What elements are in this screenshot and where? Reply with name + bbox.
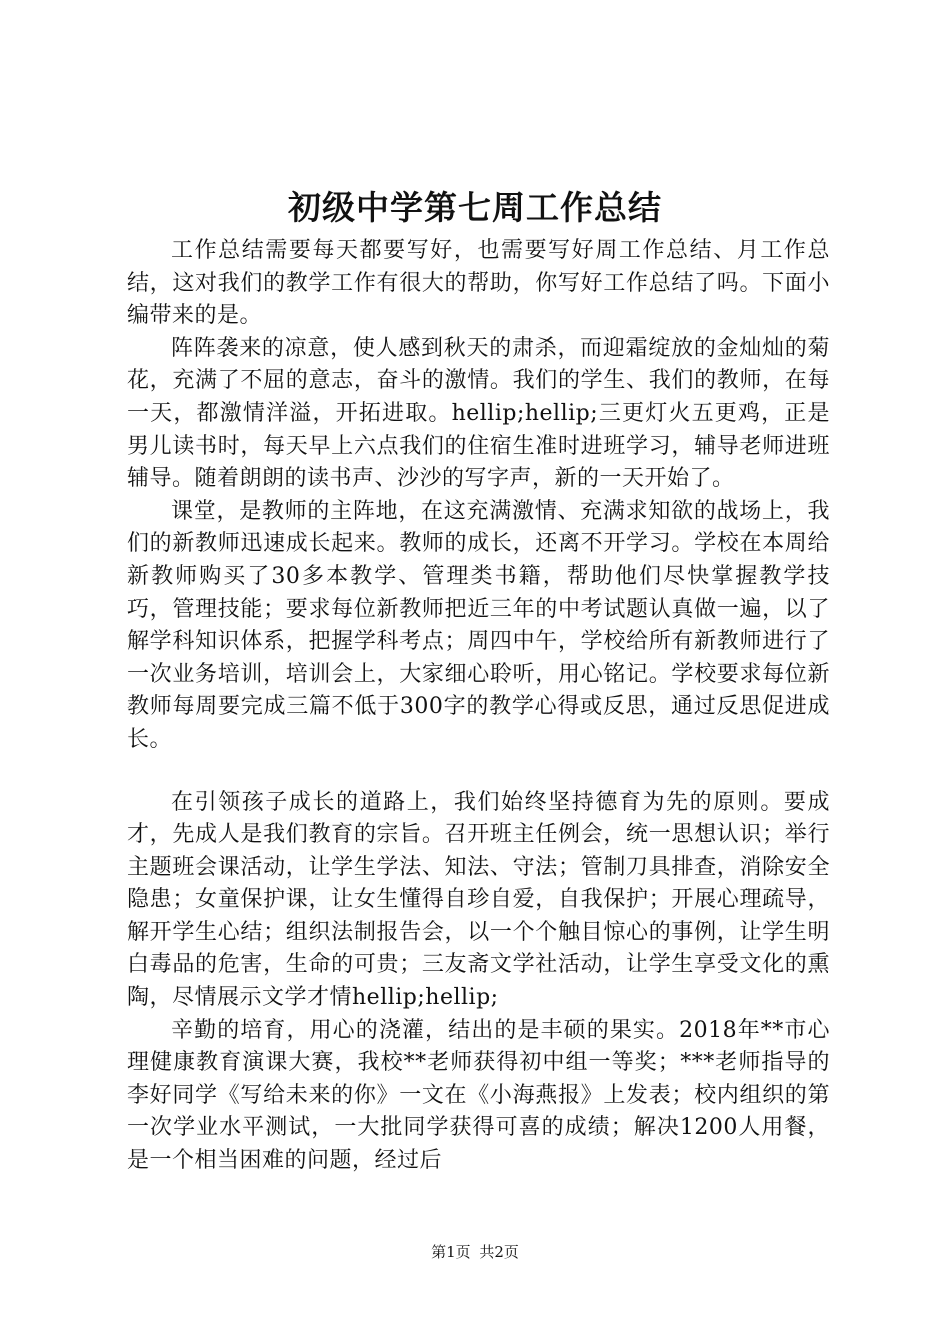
page-number-total: 共2页	[479, 1243, 519, 1261]
document-body	[127, 235, 830, 1178]
document-title: 初级中学第七周工作总结	[288, 188, 662, 227]
page-footer	[0, 1240, 950, 1264]
paragraph-intro: 工作总结需要每天都要写好，也需要写好周工作总结、月工作总结，这对我们的教学工作有很大的帮助，你写好工作总结了吗。下面小编带来的是。	[127, 238, 830, 329]
page-number-current: 第1页	[431, 1243, 471, 1261]
paragraph-autumn: 阵阵袭来的凉意，使人感到秋天的肃杀，而迎霜绽放的金灿灿的菊花，充满了不屈的意志，奋斗的激情。我们的学生、我们的教师，在每一天，都激情洋溢，开拓进取。hellip;hellip;三更灯火五更鸡，正是男儿读书时，每天早上六点我们的住宿生准时进班学习，辅导老师进班辅导。随着朗朗的读书声、沙沙的写字声，新的一天开始了。	[127, 335, 830, 492]
paragraph-classroom: 课堂，是教师的主阵地，在这充满激情、充满求知欲的战场上，我们的新教师迅速成长起来。教师的成长，还离不开学习。学校在本周给新教师购买了30多本教学、管理类书籍，帮助他们尽快掌握教学技巧，管理技能；要求每位新教师把近三年的中考试题认真做一遍，以了解学科知识体系，把握学科考点；周四中午，学校给所有新教师进行了一次业务培训，培训会上，大家细心聆听，用心铭记。学校要求每位新教师每周要完成三篇不低于300字的教学心得或反思，通过反思促进成长。	[127, 498, 830, 752]
paragraph-moral-education: 在引领孩子成长的道路上，我们始终坚持德育为先的原则。要成才，先成人是我们教育的宗旨。召开班主任例会，统一思想认识；举行主题班会课活动，让学生学法、知法、守法；管制刀具排查，消除安全隐患；女童保护课，让女生懂得自珍自爱，自我保护；开展心理疏导，解开学生心结；组织法制报告会，以一个个触目惊心的事例，让学生明白毒品的危害，生命的可贵；三友斋文学社活动，让学生享受文化的熏陶，尽情展示文学才情hellip;hellip;	[127, 789, 830, 1011]
paragraph-achievements: 辛勤的培育，用心的浇灌，结出的是丰硕的果实。2018年**市心理健康教育演课大赛，我校**老师获得初中组一等奖；***老师指导的李好同学《写给未来的你》一文在《小海燕报》上发表；校内组织的第一次学业水平测试，一大批同学获得可喜的成绩；解决1200人用餐，是一个相当困难的问题，经过后	[127, 1017, 830, 1174]
